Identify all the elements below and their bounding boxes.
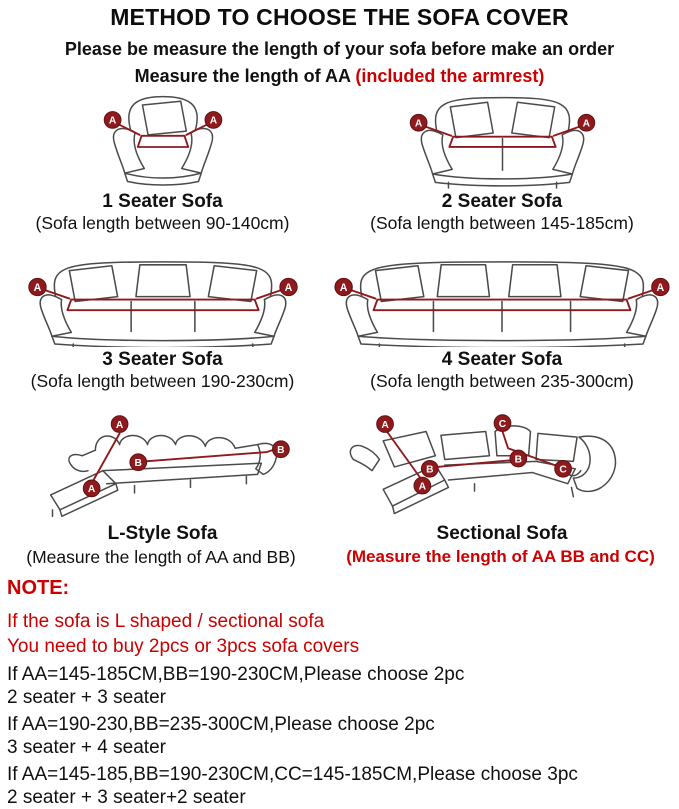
sofa-range: (Sofa length between 190-230cm) bbox=[30, 371, 295, 391]
sofa-figure-l-style bbox=[0, 411, 325, 544]
rule-condition: If AA=145-185,BB=190-230CM,CC=145-185CM,Please choose 3pc bbox=[7, 764, 578, 785]
one-seater-sofa-drawing bbox=[88, 91, 238, 189]
note-section bbox=[0, 576, 679, 809]
marker-a-badge bbox=[205, 112, 222, 129]
page-title: METHOD TO CHOOSE THE SOFA COVER bbox=[110, 4, 569, 30]
rule-item bbox=[7, 663, 679, 709]
sofa-range: (Sofa length between 90-140cm) bbox=[35, 213, 290, 233]
rule-item bbox=[7, 713, 679, 759]
marker-b-letter: B bbox=[134, 458, 142, 469]
subtitle: Please be measure the length of your sofa before make an order bbox=[64, 39, 615, 59]
marker-a-letter: A bbox=[582, 118, 590, 130]
sofa-pillows bbox=[450, 102, 554, 137]
four-seater-sofa-drawing bbox=[333, 255, 671, 347]
chaise bbox=[51, 471, 118, 517]
marker-a-badge bbox=[335, 278, 352, 295]
sofa-figure-sectional bbox=[325, 411, 679, 544]
measure-caption-row bbox=[0, 547, 679, 568]
note-heading: NOTE: bbox=[7, 577, 70, 599]
marker-a-letter: A bbox=[284, 281, 292, 294]
note-line: You need to buy 2pcs or 3pcs sofa covers bbox=[7, 636, 360, 657]
marker-a-badge bbox=[28, 278, 45, 295]
marker-a-badge bbox=[413, 477, 430, 494]
sofa-seat bbox=[358, 301, 646, 347]
marker-a-letter: A bbox=[87, 484, 96, 496]
marker-a-badge bbox=[410, 114, 427, 131]
three-seater-sofa-drawing bbox=[23, 255, 303, 347]
marker-a-letter: A bbox=[418, 481, 426, 493]
rule-item bbox=[7, 763, 679, 809]
rule-result: 2 seater + 3 seater+2 seater bbox=[7, 787, 246, 808]
sofa-seat bbox=[124, 173, 201, 185]
marker-a-letter: A bbox=[656, 281, 665, 294]
marker-b-badge bbox=[273, 441, 290, 458]
marker-b-letter: B bbox=[277, 444, 285, 456]
l-style-measure-caption: (Measure the length of AA and BB) bbox=[26, 547, 296, 567]
sofa-pillows bbox=[375, 265, 628, 302]
sofa-row-1 bbox=[0, 91, 679, 233]
marker-a-badge bbox=[652, 278, 669, 295]
sofa-figure-3-seater bbox=[0, 255, 325, 391]
note-line: If the sofa is L shaped / sectional sofa bbox=[7, 611, 325, 632]
marker-a-letter: A bbox=[380, 419, 389, 431]
marker-a-badge bbox=[83, 480, 100, 497]
marker-c-badge bbox=[554, 460, 571, 477]
marker-c-letter: C bbox=[558, 464, 567, 476]
marker-b-badge bbox=[421, 460, 438, 477]
marker-a-badge bbox=[577, 114, 594, 131]
sofa-name: Sectional Sofa bbox=[436, 523, 568, 544]
marker-a-badge bbox=[279, 278, 296, 295]
marker-a-letter: A bbox=[339, 281, 348, 294]
sectional-measure-caption: (Measure the length of AA BB and CC) bbox=[346, 547, 655, 566]
marker-a-badge bbox=[376, 416, 393, 433]
marker-c-letter: C bbox=[498, 418, 506, 430]
sofa-back-pillows bbox=[383, 426, 577, 467]
sofa-range: (Sofa length between 235-300cm) bbox=[370, 371, 634, 391]
rule-condition: If AA=190-230,BB=235-300CM,Please choose 2pc bbox=[7, 714, 435, 735]
sofa-name: L-Style Sofa bbox=[107, 523, 218, 544]
sofa-row-3 bbox=[0, 411, 679, 544]
marker-a-letter: A bbox=[115, 419, 124, 431]
l-style-sofa-drawing bbox=[20, 411, 305, 521]
measure-instruction-red: (included the armrest) bbox=[355, 66, 545, 86]
measure-line-bb bbox=[437, 460, 510, 467]
marker-a-letter: A bbox=[414, 118, 422, 130]
marker-a-letter: A bbox=[33, 281, 41, 294]
sofa-row-2 bbox=[0, 255, 679, 391]
marker-a-letter: A bbox=[108, 115, 116, 127]
marker-c-badge bbox=[494, 415, 511, 432]
marker-b-badge bbox=[509, 450, 526, 467]
sofa-seat bbox=[51, 301, 273, 347]
marker-a-badge bbox=[104, 112, 121, 129]
two-seater-sofa-drawing bbox=[400, 91, 605, 189]
sofa-pillows bbox=[69, 265, 256, 302]
sofa-name: 4 Seater Sofa bbox=[441, 349, 563, 370]
rule-result: 3 seater + 4 seater bbox=[7, 737, 166, 758]
sofa-seat bbox=[432, 139, 572, 188]
measure-line-aa bbox=[94, 433, 120, 480]
marker-b-badge bbox=[130, 454, 147, 471]
sofa-pillow bbox=[142, 101, 186, 135]
rule-condition: If AA=145-185CM,BB=190-230CM,Please choose 2pc bbox=[7, 664, 465, 685]
rules-list bbox=[7, 663, 679, 809]
marker-b-letter: B bbox=[514, 454, 522, 466]
sofa-seat bbox=[103, 463, 261, 493]
sofa-figure-4-seater bbox=[325, 255, 679, 391]
sofa-name: 1 Seater Sofa bbox=[102, 191, 223, 212]
sectional-sofa-drawing bbox=[340, 411, 665, 521]
sofa-figure-2-seater bbox=[325, 91, 679, 233]
sofa-figure-1-seater bbox=[0, 91, 325, 233]
marker-a-badge bbox=[111, 416, 128, 433]
marker-b-letter: B bbox=[425, 464, 433, 476]
sofa-range: (Sofa length between 145-185cm) bbox=[370, 213, 634, 233]
sofa-name: 3 Seater Sofa bbox=[102, 349, 223, 370]
rule-result: 2 seater + 3 seater bbox=[7, 687, 166, 708]
measure-instruction bbox=[0, 66, 679, 87]
marker-a-letter: A bbox=[209, 115, 217, 127]
sofa-left-arm bbox=[350, 445, 379, 470]
sofa-name: 2 Seater Sofa bbox=[441, 191, 563, 212]
measure-instruction-black: Measure the length of AA bbox=[134, 66, 351, 86]
measure-line-bb bbox=[146, 450, 273, 461]
